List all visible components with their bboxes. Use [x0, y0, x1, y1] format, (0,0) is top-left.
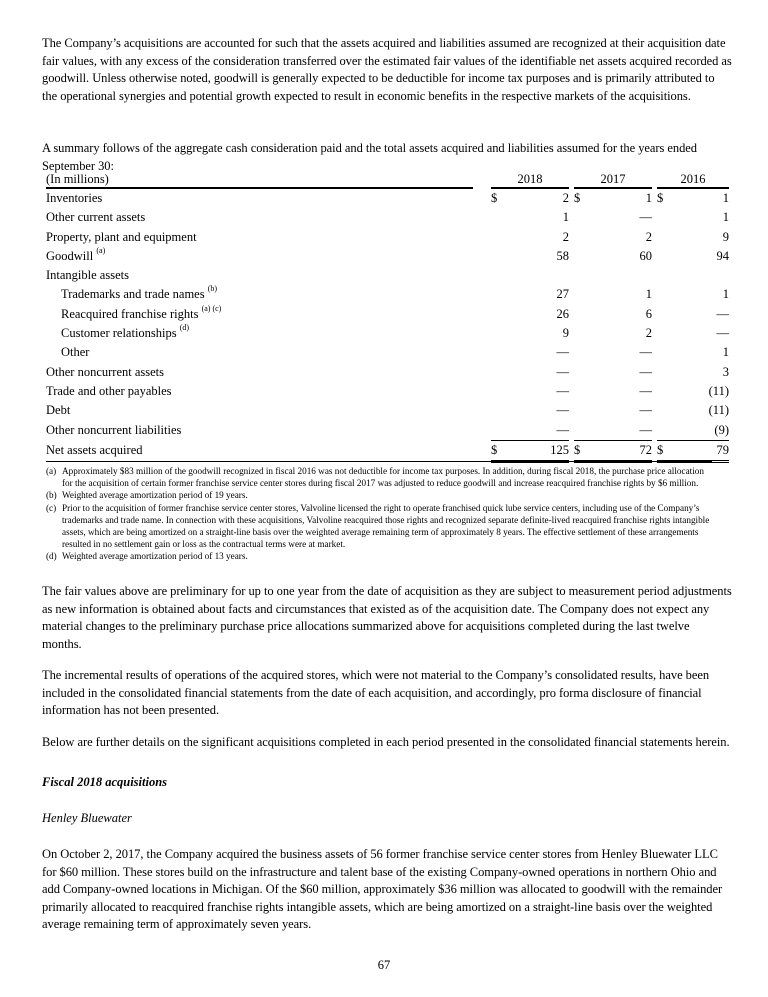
page-number: 67: [377, 958, 391, 972]
value-cell: 125: [505, 440, 569, 461]
value-cell: 27: [556, 287, 569, 302]
row-label: Reacquired franchise rights: [61, 306, 199, 321]
table-row: [46, 266, 729, 285]
currency-symbol: [657, 421, 671, 441]
section-heading: Fiscal 2018 acquisitions: [42, 775, 168, 789]
row-label-cell: [46, 228, 473, 247]
acquisitions-table: [46, 171, 729, 463]
row-label-cell: [46, 324, 473, 343]
value-cell: —: [556, 403, 569, 418]
currency-symbol: [574, 382, 588, 401]
table-row: [46, 285, 729, 304]
currency-symbol: [657, 208, 671, 227]
value-cell: —: [639, 383, 652, 398]
currency-symbol: [657, 285, 671, 304]
footnote-mark: (c): [46, 502, 57, 513]
total-row: [46, 440, 729, 461]
currency-symbol: [574, 208, 588, 227]
currency-symbol: $: [491, 191, 498, 205]
value-cell: 2: [645, 326, 652, 341]
value-cell: 79: [671, 440, 729, 461]
row-label: Customer relationships: [61, 326, 177, 341]
value-cell: 72: [588, 440, 652, 461]
footnote-mark: (b): [46, 490, 57, 501]
footnote-ref: (d): [179, 323, 190, 333]
table-header-row: [46, 171, 729, 188]
table-row: [46, 305, 729, 324]
currency-symbol: [491, 363, 505, 382]
row-label-cell: [46, 363, 473, 382]
value-cell: —: [556, 383, 569, 398]
currency-symbol: $: [657, 440, 671, 461]
value-cell: 1: [722, 210, 729, 225]
row-label: Debt: [46, 403, 71, 418]
currency-symbol: [657, 247, 671, 266]
year-header: 2017: [574, 171, 652, 188]
value-cell: 2: [562, 191, 569, 205]
value-cell: 6: [645, 306, 652, 321]
currency-symbol: [574, 343, 588, 362]
row-label: Net assets acquired: [46, 443, 143, 458]
value-cell: —: [639, 345, 652, 360]
value-cell: 1: [562, 210, 569, 225]
currency-symbol: [491, 305, 505, 324]
currency-symbol: $: [491, 440, 505, 461]
footnote-text: Prior to the acquisition of former franchise service center stores, Valvoline licensed the right to operate franchised quick lube service centers, including use of the Company’s trademarks and trade name. In connection with these acquisitions, Valvoline reacquired those rights and recognized separate definite-lived reacquired franchise rights intangible assets, which are being amortized on a straight-line basis over the weighted average remaining term of approximately 8 years. The effective settlement of these arrangements resulted in no settlement gain or loss as the contractual terms were at market.: [62, 502, 710, 550]
currency-symbol: [491, 247, 505, 266]
table-row: [46, 247, 729, 266]
value-cell: [505, 266, 569, 285]
currency-symbol: [491, 401, 505, 420]
row-label: Other noncurrent liabilities: [46, 422, 182, 437]
currency-symbol: [657, 343, 671, 362]
row-label-cell: [46, 266, 473, 285]
row-label: Other current assets: [46, 210, 146, 225]
currency-symbol: $: [574, 440, 588, 461]
row-label-cell: [46, 188, 473, 208]
value-cell: (11): [708, 403, 729, 418]
row-label-cell: [46, 401, 473, 420]
row-label-cell: [46, 440, 473, 461]
currency-symbol: [491, 285, 505, 304]
row-label: Other noncurrent assets: [46, 364, 165, 379]
row-label: Inventories: [46, 191, 103, 205]
currency-symbol: [574, 285, 588, 304]
footnote: [46, 489, 714, 501]
value-cell: (11): [708, 383, 729, 398]
table-row: [46, 188, 729, 208]
currency-symbol: [574, 305, 588, 324]
currency-symbol: [657, 401, 671, 420]
footnote-mark: (a): [46, 466, 57, 476]
row-label-cell: [46, 421, 473, 441]
value-cell: —: [556, 422, 569, 437]
footnotes: [46, 465, 714, 563]
table-row: [46, 363, 729, 382]
incremental-results-paragraph: The incremental results of operations of the acquired stores, which were not material to the Company’s consolidated results, have been included in the consolidated financial statements from the date of each acquisition, and accordingly, pro forma disclosure of financial information has not been presented.: [42, 668, 710, 718]
currency-symbol: [491, 421, 505, 441]
currency-symbol: [574, 228, 588, 247]
value-cell: 2: [645, 229, 652, 244]
currency-symbol: [657, 228, 671, 247]
currency-symbol: [574, 266, 588, 285]
row-label: Trade and other payables: [46, 383, 172, 398]
value-cell: —: [556, 345, 569, 360]
value-cell: [588, 266, 652, 285]
footnote-divider: [46, 461, 712, 462]
value-cell: 60: [639, 248, 652, 263]
value-cell: 9: [722, 229, 729, 244]
value-cell: —: [716, 326, 729, 341]
currency-symbol: [491, 382, 505, 401]
footnote: [46, 550, 714, 562]
row-label-cell: [46, 305, 473, 324]
table-row: [46, 228, 729, 247]
year-header: 2016: [657, 171, 729, 188]
value-cell: (9): [714, 422, 729, 437]
currency-symbol: [574, 421, 588, 441]
value-cell: —: [716, 306, 729, 321]
further-details-paragraph: Below are further details on the significant acquisitions completed in each period presented in the consolidated financial statements herein.: [42, 735, 730, 749]
value-cell: 1: [722, 191, 729, 205]
subsection-heading: Henley Bluewater: [42, 811, 132, 825]
table-row: [46, 343, 729, 362]
footnote-ref: (a) (c): [201, 303, 222, 313]
value-cell: —: [639, 403, 652, 418]
currency-symbol: [491, 228, 505, 247]
currency-symbol: [574, 247, 588, 266]
currency-symbol: [657, 382, 671, 401]
currency-symbol: [491, 208, 505, 227]
year-header: 2018: [491, 171, 569, 188]
value-cell: 3: [722, 364, 729, 379]
row-label: Intangible assets: [46, 268, 129, 283]
value-cell: 1: [645, 191, 652, 205]
footnote-text: Weighted average amortization period of 13 years.: [62, 551, 248, 562]
currency-symbol: [491, 343, 505, 362]
currency-symbol: [657, 324, 671, 343]
value-cell: 58: [556, 248, 569, 263]
table-row: [46, 421, 729, 441]
summary-paragraph: A summary follows of the aggregate cash consideration paid and the total assets acquired and liabilities assumed for the years ended September 30:: [42, 141, 698, 173]
footnote-mark: (d): [46, 551, 57, 562]
currency-symbol: [657, 266, 671, 285]
currency-symbol: [491, 266, 505, 285]
row-label-cell: [46, 382, 473, 401]
fair-values-paragraph: The fair values above are preliminary for up to one year from the date of acquisition as they are subject to measurement period adjustments as new information is obtained about facts and circumstances that existed as of the acquisition date. The Company does not expect any material changes to the preliminary purchase price allocations summarized above for acquisitions completed during the last twelve months.: [42, 584, 732, 651]
footnote-ref: (b): [207, 284, 218, 294]
value-cell: 94: [716, 248, 729, 263]
unit-label: (In millions): [46, 171, 473, 188]
currency-symbol: [657, 363, 671, 382]
value-cell: —: [639, 210, 652, 225]
row-label: Other: [61, 345, 90, 360]
footnote: [46, 465, 714, 489]
intro-paragraph: The Company’s acquisitions are accounted for such that the assets acquired and liabilities assumed are recognized at their acquisition date fair values, with any excess of the consideration transferred over the estimated fair values of the identifiable net assets acquired recorded as goodwill. Unless otherwise noted, goodwill is generally expected to be deductible for income tax purposes and is primarily attributed to the operational synergies and potential growth expected to result in economic benefits in the respective markets of the acquisitions.: [42, 36, 732, 103]
row-label-cell: [46, 285, 473, 304]
value-cell: [671, 266, 729, 285]
row-label: Goodwill: [46, 248, 94, 263]
row-label: Property, plant and equipment: [46, 229, 197, 244]
currency-symbol: [574, 324, 588, 343]
row-label-cell: [46, 343, 473, 362]
table-row: [46, 382, 729, 401]
table-row: [46, 324, 729, 343]
footnote-text: Weighted average amortization period of 19 years.: [62, 490, 248, 501]
table-row: [46, 401, 729, 420]
value-cell: —: [639, 422, 652, 437]
value-cell: —: [639, 364, 652, 379]
value-cell: 26: [556, 306, 569, 321]
currency-symbol: $: [574, 191, 581, 205]
footnote-ref: (a): [96, 245, 106, 255]
currency-symbol: $: [657, 191, 664, 205]
row-label-cell: [46, 208, 473, 227]
value-cell: 1: [722, 345, 729, 360]
currency-symbol: [491, 324, 505, 343]
row-label-cell: [46, 247, 473, 266]
footnote-text: Approximately $83 million of the goodwill recognized in fiscal 2016 was not deductible for income tax purposes. In addition, during fiscal 2018, the purchase price allocation for the acquisition of certain former franchise service center stores during fiscal 2017 was adjusted to reduce goodwill and increase reacquired franchise rights by $6 million.: [62, 466, 704, 489]
row-label: Trademarks and trade names: [61, 287, 205, 302]
value-cell: 1: [645, 287, 652, 302]
henley-paragraph: On October 2, 2017, the Company acquired the business assets of 56 former franchise service center stores from Henley Bluewater LLC for $60 million. These stores build on the infrastructure and talent base of the existing Company-owned operations in northern Ohio and add Company-owned locations in Michigan. Of the $60 million, approximately $36 million was allocated to goodwill with the remainder primarily allocated to reacquired franchise rights intangible assets, which are being amortized on a straight-line basis over the weighted average remaining term of approximately seven years.: [42, 847, 723, 932]
value-cell: 2: [562, 229, 569, 244]
currency-symbol: [574, 401, 588, 420]
footnote: [46, 502, 714, 551]
currency-symbol: [574, 363, 588, 382]
value-cell: 9: [562, 326, 569, 341]
currency-symbol: [657, 305, 671, 324]
value-cell: —: [556, 364, 569, 379]
value-cell: 1: [722, 287, 729, 302]
table-row: [46, 208, 729, 227]
